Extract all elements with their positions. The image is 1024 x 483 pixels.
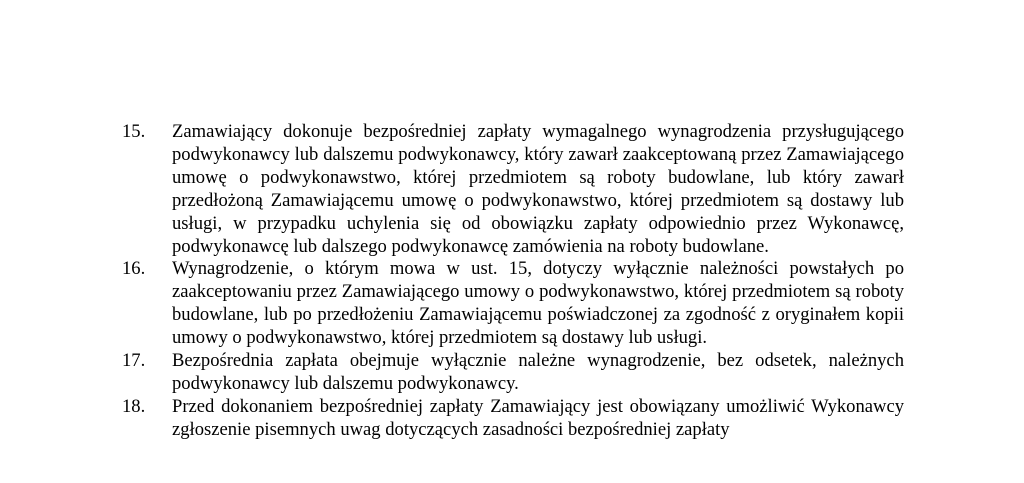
clause-text: Bezpośrednia zapłata obejmuje wyłącznie należne wynagrodzenie, bez odsetek, należnych podwykonawcy lub dalszemu podwykonawcy. (172, 350, 904, 394)
clause-15 (122, 121, 904, 258)
clause-text: Wynagrodzenie, o którym mowa w ust. 15, dotyczy wyłącznie należności powstałych po zaakceptowaniu przez Zamawiającego umowy o podwykonawstwo, której przedmiotem są roboty budowlane, lub po przedłożeniu Zamawiającemu poświadczonej za zgodność z oryginałem kopii umowy o podwykonawstwo, której przedmiotem są dostawy lub usługi. (172, 258, 904, 349)
clause-text: Zamawiający dokonuje bezpośredniej zapłaty wymagalnego wynagrodzenia przysługującego podwykonawcy lub dalszemu podwykonawcy, który zawarł zaakceptowaną przez Zamawiającego umowę o podwykonawstwo, której przedmiotem są roboty budowlane, lub który zawarł przedłożoną Zamawiającemu umowę o podwykonawstwo, której przedmiotem są dostawy lub usługi, w przypadku uchylenia się od obowiązku zapłaty odpowiednio przez Wykonawcę, podwykonawcę lub dalszego podwykonawcę zamówienia na roboty budowlane. (172, 121, 904, 257)
clause-18 (122, 396, 904, 442)
clause-number: 18. (122, 395, 146, 417)
clause-16 (122, 258, 904, 350)
clause-number: 16. (122, 258, 146, 280)
clause-number: 15. (122, 121, 146, 142)
clause-list (122, 121, 904, 442)
clause-text: Przed dokonaniem bezpośredniej zapłaty Zamawiający jest obowiązany umożliwić Wykonawcy zgłoszenie pisemnych uwag dotyczących zasadności bezpośredniej zapłaty (172, 395, 904, 440)
clause-number: 17. (122, 350, 146, 372)
clause-17 (122, 350, 904, 396)
